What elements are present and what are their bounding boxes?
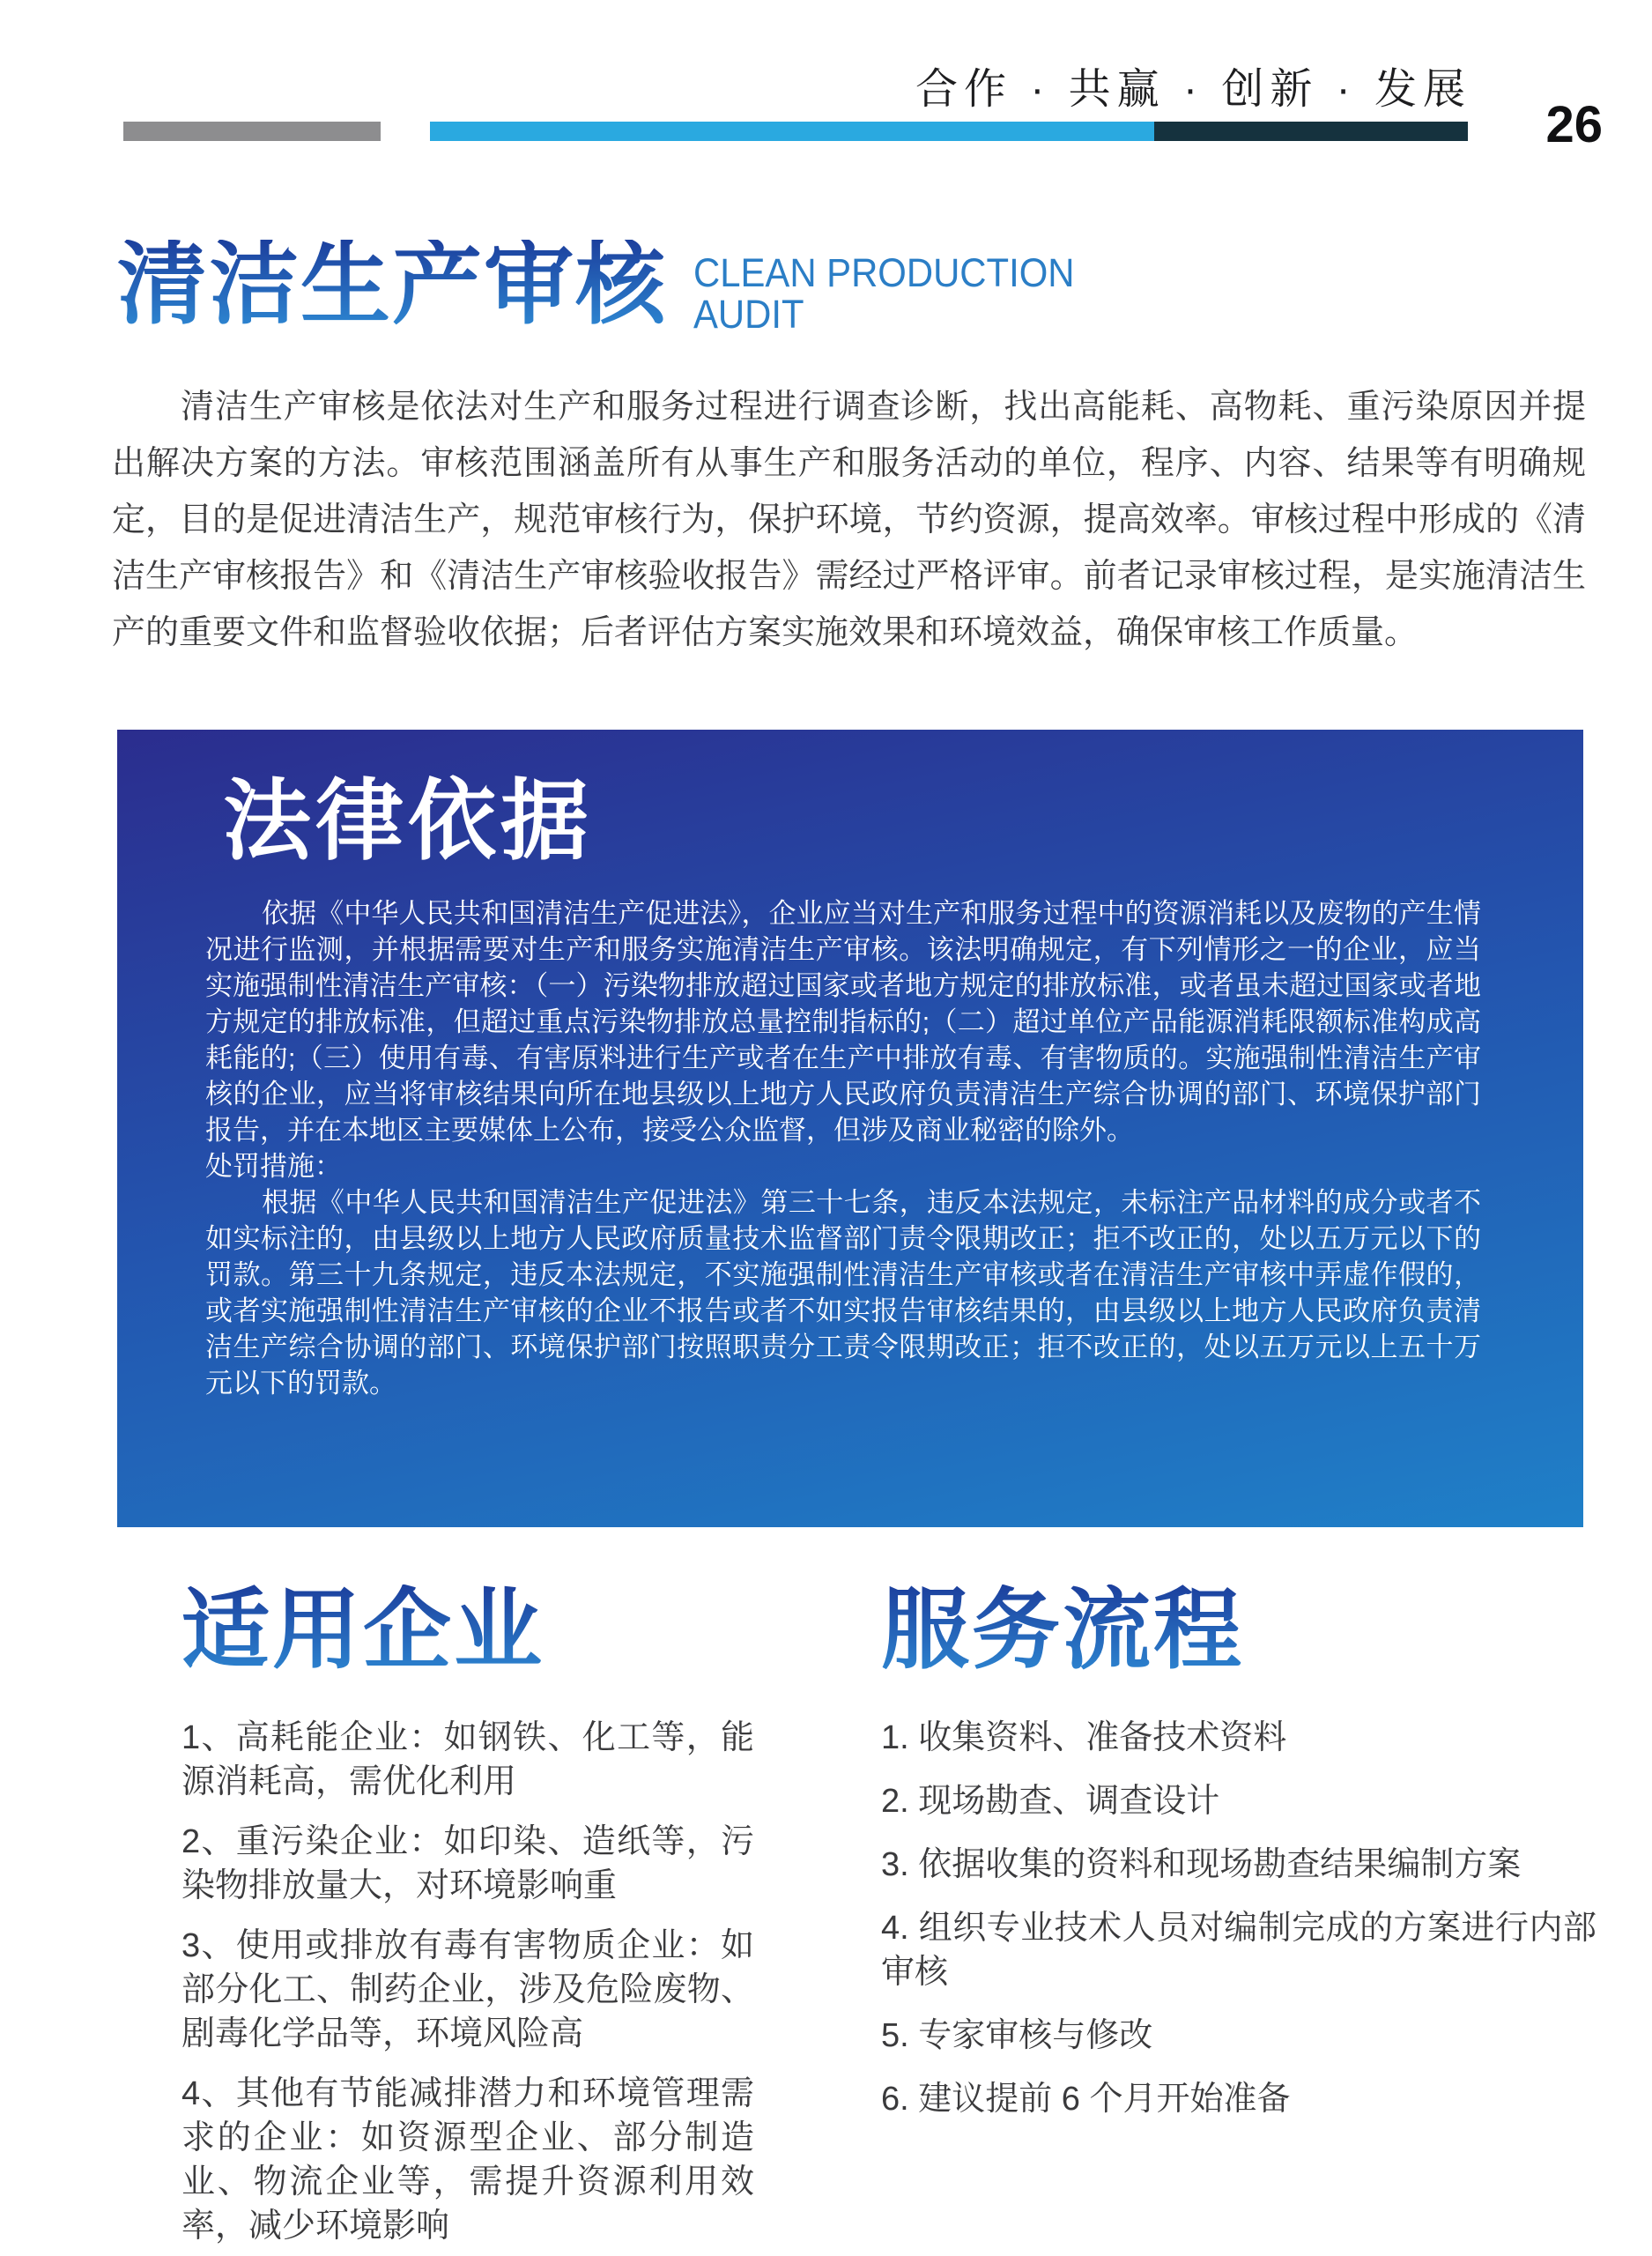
applicable-enterprises-list: [181, 1716, 754, 2248]
legal-paragraph-1: 依据《中华人民共和国清洁生产促进法》，企业应当对生产和服务过程中的资源消耗以及废物的产生情况进行监测，并根据需要对生产和服务实施清洁生产审核。该法明确规定，有下列情形之一的企业，应当实施强制性清洁生产审核：（一）污染物排放超过国家或者地方规定的排放标准，或者虽未超过国家或者地方规定的排放标准，但超过重点污染物排放总量控制指标的;（二）超过单位产品能源消耗限额标准构成高耗能的;（三）使用有毒、有害原料进行生产或者在生产中排放有毒、有害物质的。实施强制性清洁生产审核的企业，应当将审核结果向所在地县级以上地方人民政府负责清洁生产综合协调的部门、环境保护部门报告，并在本地区主要媒体上公布，接受公众监督，但涉及商业秘密的除外。: [205, 898, 1481, 1146]
intro-paragraph: 清洁生产审核是依法对生产和服务过程进行调查诊断，找出高能耗、高物耗、重污染原因并提出解决方案的方法。审核范围涵盖所有从事生产和服务活动的单位，程序、内容、结果等有明确规定，目的是促进清洁生产，规范审核行为，保护环境，节约资源，提高效率。审核过程中形成的《清洁生产审核报告》和《清洁生产审核验收报告》需经过严格评审。前者记录审核过程，是实施清洁生产的重要文件和监督验收依据；后者评估方案实施效果和环境效益，确保审核工作质量。: [112, 389, 1586, 651]
legal-basis-heading: 法律依据: [223, 772, 593, 871]
page-title-en: [693, 240, 1075, 335]
legal-basis-panel: [117, 730, 1583, 1527]
penalty-label: 处罚措施：: [205, 1151, 342, 1182]
list-item: 4. 组织专业技术人员对编制完成的方案进行内部审核: [881, 1910, 1596, 1991]
page-number: 26: [1545, 96, 1603, 153]
list-item: 3、使用或排放有毒有害物质企业：如部分化工、制药企业，涉及危险废物、剧毒化学品等，环境风险高: [181, 1927, 754, 2052]
service-process-list: [881, 1716, 1596, 2121]
page-title-en-line2: AUDIT: [693, 292, 804, 337]
applicable-enterprises-heading: 适用企业: [181, 1584, 754, 1677]
page-title: [117, 234, 1103, 337]
list-item: 1. 收集资料、准备技术资料: [881, 1719, 1287, 1756]
legal-paragraph-2: 根据《中华人民共和国清洁生产促进法》第三十七条，违反本法规定，未标注产品材料的成分或者不如实标注的，由县级以上地方人民政府质量技术监督部门责令限期改正；拒不改正的，处以五万元以下的罚款。第三十九条规定，违反本法规定，不实施强制性清洁生产审核或者在清洁生产审核中弄虚作假的，或者实施强制性清洁生产审核的企业不报告或者不如实报告审核结果的，由县级以上地方人民政府负责清洁生产综合协调的部门、环境保护部门按照职责分工责令限期改正；拒不改正的，处以五万元以上五十万元以下的罚款。: [205, 1187, 1481, 1399]
list-item: 2、重污染企业：如印染、造纸等，污染物排放量大，对环境影响重: [181, 1823, 754, 1904]
header-bar-gray: [123, 122, 381, 141]
list-item: 6. 建议提前 6 个月开始准备: [881, 2081, 1291, 2118]
service-process-heading: 服务流程: [881, 1584, 1596, 1677]
applicable-enterprises-section: [181, 1581, 754, 2256]
list-item: 2. 现场勘查、调查设计: [881, 1783, 1220, 1820]
list-item: 5. 专家审核与修改: [881, 2017, 1153, 2054]
page-title-en-line1: CLEAN PRODUCTION: [693, 250, 1075, 295]
header-slogan: 合作 · 共赢 · 创新 · 发展: [915, 66, 1471, 113]
service-process-section: [881, 1581, 1596, 2141]
list-item: 1、高耗能企业：如钢铁、化工等，能源消耗高，需优化利用: [181, 1719, 754, 1800]
legal-basis-text: [205, 895, 1481, 1401]
header-bar-dark: [1154, 122, 1468, 141]
list-item: 3. 依据收集的资料和现场勘查结果编制方案: [881, 1846, 1522, 1883]
list-item: 4、其他有节能减排潜力和环境管理需求的企业：如资源型企业、部分制造业、物流企业等，需提升资源利用效率，减少环境影响: [181, 2075, 754, 2245]
header-bar-lightblue: [430, 122, 1154, 141]
page-title-zh: 清洁生产审核: [117, 234, 667, 335]
